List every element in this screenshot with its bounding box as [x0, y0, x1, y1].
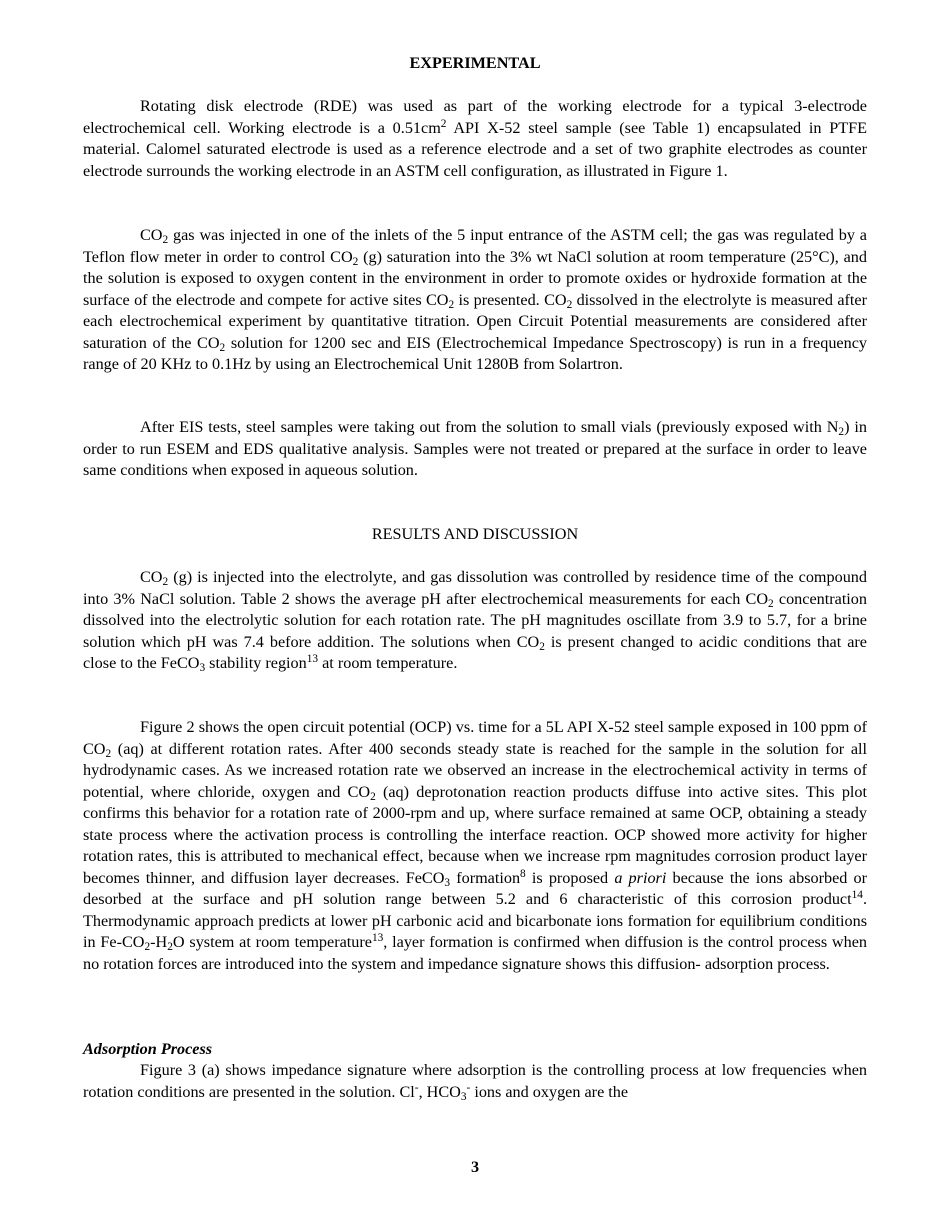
text: (g) is injected into the electrolyte, and gas dissolution was controlled by residence time of the compound into 3% NaCl solution. Table 2 shows the average pH after electrochemical measurements for each CO: [83, 568, 867, 608]
subscript: 3: [199, 661, 206, 674]
text: dissolved in the electrolyte is measured after each electrochemical experiment by quantitative titration. Open Circuit Potential measurements are considered after saturation of the CO: [83, 290, 867, 352]
subscript: 2: [370, 790, 376, 803]
subscript: 2: [566, 298, 573, 311]
superscript: 2: [440, 117, 447, 130]
reference-superscript: 13: [371, 931, 384, 944]
reference-superscript: 14: [851, 888, 863, 901]
superscript: -: [466, 1081, 471, 1094]
paragraph-ocp: [83, 717, 867, 975]
subscript: 2: [838, 425, 845, 438]
paragraph-co2-injection: [83, 225, 867, 376]
text: Figure 3 (a) shows impedance signature where adsorption is the controlling process at low frequencies when rotation conditions are presented in the solution. Cl: [83, 1061, 867, 1101]
text: concentration dissolved into the electrolytic solution for each rotation rate. The pH magnitudes oscillate from 3.9 to 5.7, for a brine solution which pH was 7.4 before addition. The solutions when CO: [83, 589, 867, 651]
paragraph-ph: [83, 567, 867, 675]
subscript: 2: [167, 940, 173, 953]
text: Figure 2 shows the open circuit potential (OCP) vs. time for a 5L API X-52 steel sample exposed in 100 ppm of CO: [83, 718, 867, 758]
paragraph-adsorption: [83, 1060, 867, 1103]
text: Rotating disk electrode (RDE) was used as part of the working electrode for a typical 3-electrode electrochemical cell. Working electrode is a 0.51cm: [83, 97, 867, 137]
text: (aq) at different rotation rates. After 400 seconds steady state is reached for the sample in the solution for all hydrodynamic cases. As we increased rotation rate we observed an increase in the electrochemical activity in terms of potential, where chloride, oxygen and CO: [83, 739, 867, 801]
paragraph-rde: [83, 96, 867, 182]
subscript: 2: [448, 298, 455, 311]
text: O system at room temperature: [172, 933, 372, 951]
text: , HCO: [418, 1082, 461, 1101]
text: is proposed: [525, 868, 615, 887]
subscript: 2: [162, 575, 169, 588]
section-title-results: RESULTS AND DISCUSSION: [371, 525, 579, 543]
text: at room temperature.: [318, 654, 458, 672]
subscript: 2: [105, 747, 112, 760]
subscript: 3: [460, 1090, 467, 1103]
paragraph-eis-tests: [83, 417, 867, 482]
italic-text: a priori: [614, 868, 667, 887]
text: API X-52 steel sample (see Table 1) encapsulated in PTFE material. Calomel saturated electrode is used as a reference electrode and a set of two graphite electrodes as counter electrode surrounds the working electrode in an ASTM cell configuration, as illustrated in Figure 1.: [83, 118, 867, 180]
text: is present changed to acidic conditions that are close to the FeCO: [83, 632, 867, 672]
text: CO: [140, 568, 163, 586]
subscript: 2: [144, 940, 151, 953]
text: , layer formation is confirmed when diffusion is the control process when no rotation forces are introduced into the system and impedance signature shows this diffusion- adsorption process.: [83, 933, 867, 973]
text: is presented. CO: [454, 290, 567, 309]
subscript: 3: [444, 876, 451, 889]
section-title-experimental: EXPERIMENTAL: [409, 54, 541, 72]
text: (g) saturation into the 3% wt NaCl solution at room temperature (25°C), and the solution is exposed to oxygen content in the environment in order to promote oxides or hydroxide formation at the surface of the electrode and compete for active sites CO: [83, 247, 867, 309]
text: ) in order to run ESEM and EDS qualitative analysis. Samples were not treated or prepared at the surface in order to leave same conditions when exposed in aqueous solution.: [83, 418, 867, 479]
text: -H: [150, 933, 168, 951]
superscript: -: [414, 1081, 419, 1094]
reference-superscript: 13: [306, 652, 319, 665]
text: formation: [450, 868, 521, 887]
text: solution for 1200 sec and EIS (Electrochemical Impedance Spectroscopy) is run in a frequency range of 20 KHz to 0.1Hz by using an Electrochemical Unit 1280B from Solartron.: [83, 333, 867, 373]
text: ions and oxygen are the: [470, 1082, 629, 1101]
subscript: 2: [352, 255, 359, 268]
subscript: 2: [539, 640, 545, 653]
subscript: 2: [768, 597, 774, 610]
subscript: 2: [162, 233, 169, 246]
subsection-title-adsorption: Adsorption Process: [83, 1040, 213, 1058]
text: After EIS tests, steel samples were taking out from the solution to small vials (previously exposed with N: [140, 418, 839, 436]
reference-superscript: 8: [520, 867, 526, 880]
page-number: 3: [470, 1158, 480, 1176]
text: . Thermodynamic approach predicts at lower pH carbonic acid and bicarbonate ions formation for equilibrium conditions in Fe-CO: [83, 890, 867, 951]
text: gas was injected in one of the inlets of the 5 input entrance of the ASTM cell; the gas was regulated by a Teflon flow meter in order to control CO: [83, 226, 867, 266]
text: stability region: [205, 654, 307, 672]
text: (aq) deprotonation reaction products diffuse into active sites. This plot confirms this behavior for a rotation rate of 2000-rpm and up, where surface remained at same OCP, obtaining a steady state process where the activation process is controlling the interface reaction. OCP showed more activity for higher rotation rates, this is attributed to mechanical effect, because when we increase rpm magnitudes corrosion product layer becomes thinner, and diffusion layer decreases. FeCO: [83, 782, 868, 887]
text: CO: [140, 226, 163, 244]
text: because the ions absorbed or desorbed at the surface and pH solution range between 5.2 and 6 characteristic of this corrosion product: [83, 868, 867, 908]
subscript: 2: [219, 341, 226, 354]
